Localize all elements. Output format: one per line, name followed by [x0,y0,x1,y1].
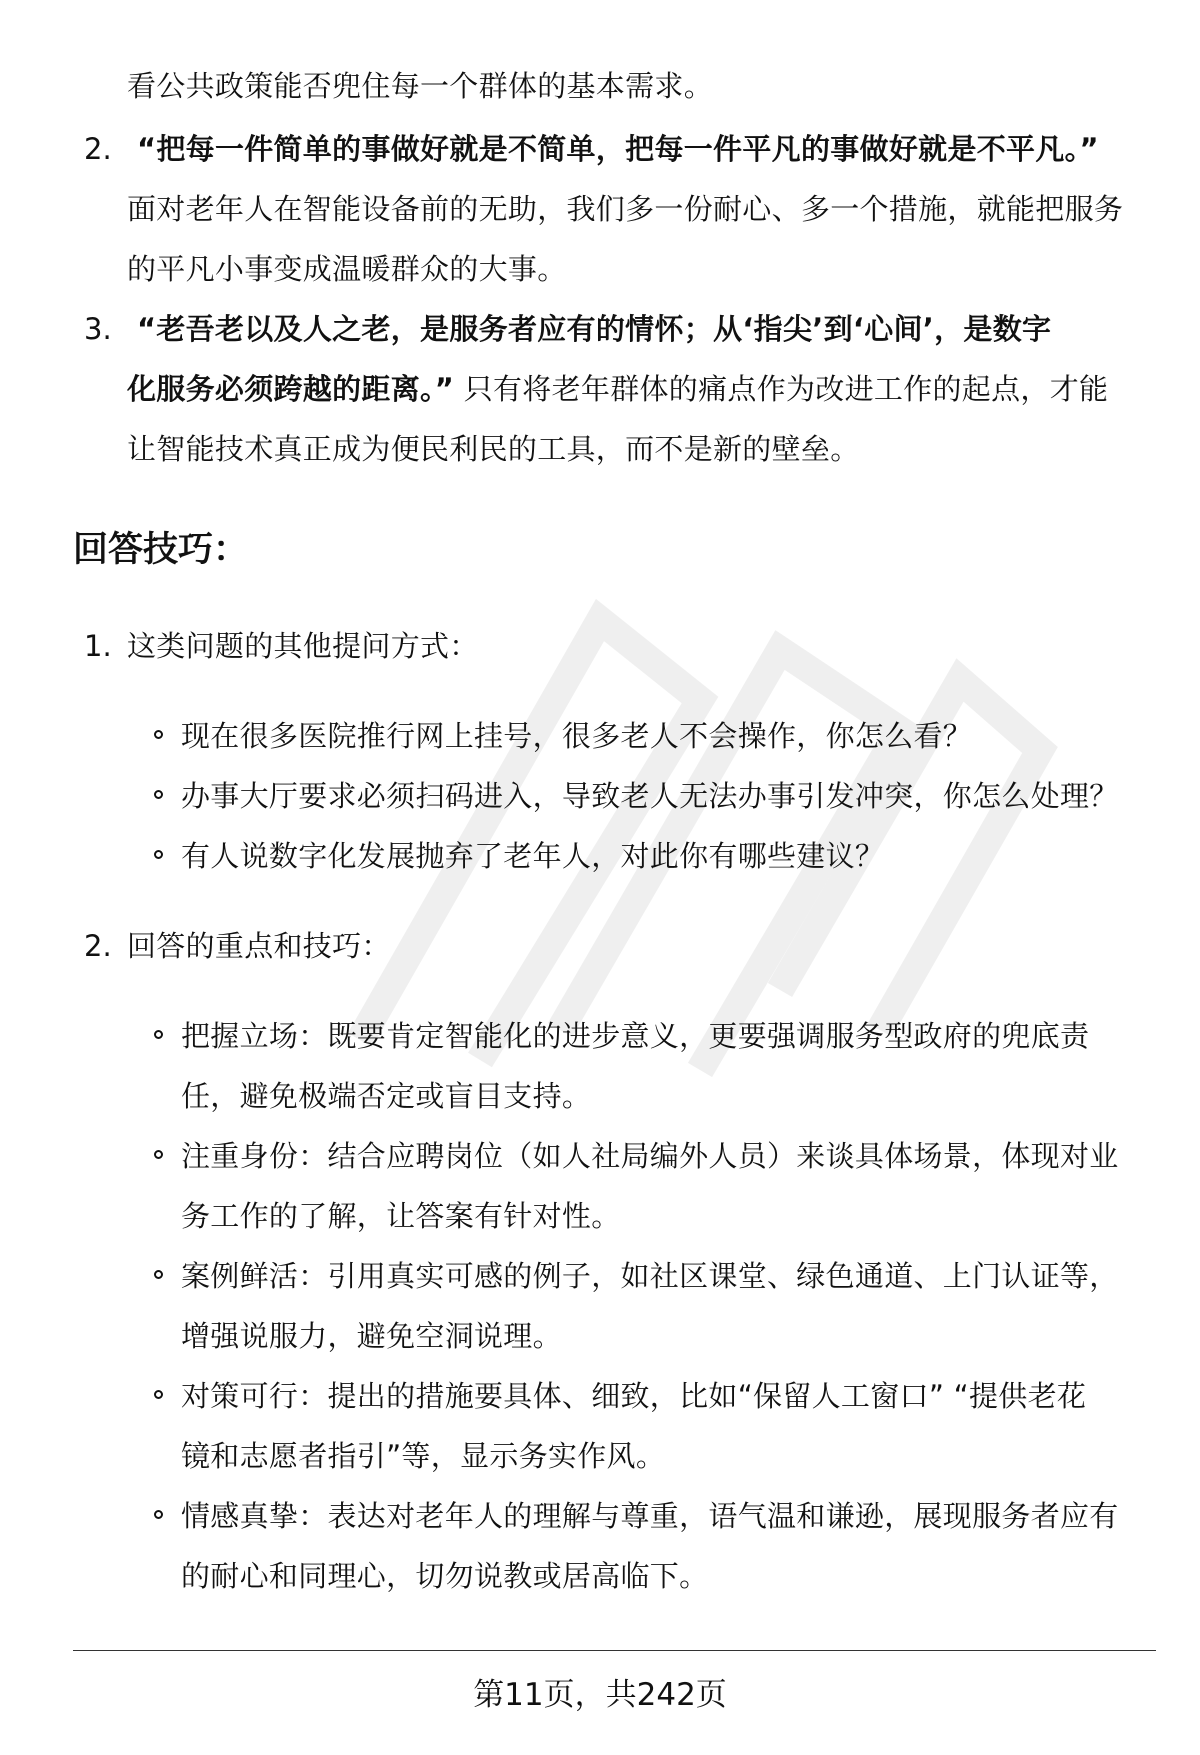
bullet-icon [154,730,163,739]
list-item-continuation: 增强说服力，避免空洞说理。 [181,1319,562,1353]
bullet-icon [154,850,163,859]
quote-line: 的平凡小事变成温暖群众的大事。 [127,252,567,286]
quote-mixed-line [127,369,1108,409]
list-item: 有人说数字化发展抛弃了老年人，对此你有哪些建议？ [181,839,885,873]
list-item: 注重身份：结合应聘岗位（如人社局编外人员）来谈具体场景，体现对业 [181,1139,1119,1173]
tip-number: 1. [84,629,112,663]
bullet-icon [154,1270,163,1279]
quote-bold-line: “老吾老以及人之老，是服务者应有的情怀；从‘指尖’到‘心间’，是数字 [137,312,1052,346]
list-item: 办事大厅要求必须扫码进入，导致老人无法办事引发冲突，你怎么处理？ [181,779,1119,813]
quote-number: 2. [84,132,112,166]
list-item: 对策可行：提出的措施要具体、细致，比如“保留人工窗口” “提供老花 [181,1379,1087,1413]
quote-number: 3. [84,312,112,346]
bullet-icon [154,1510,163,1519]
bullet-icon [154,1390,163,1399]
list-item: 案例鲜活：引用真实可感的例子，如社区课堂、绿色通道、上门认证等， [181,1259,1119,1293]
list-item: 情感真挚：表达对老年人的理解与尊重，语气温和谦逊，展现服务者应有 [181,1499,1119,1533]
tip-title: 这类问题的其他提问方式： [127,629,479,663]
quote-line-rest: 只有将老年群体的痛点作为改进工作的起点，才能 [454,372,1109,406]
list-item-continuation: 任，避免极端否定或盲目支持。 [181,1079,592,1113]
bullet-icon [154,1030,163,1039]
quote-line: 面对老年人在智能设备前的无助，我们多一份耐心、多一个措施，就能把服务 [127,192,1124,226]
tip-title: 回答的重点和技巧： [127,929,391,963]
list-item-continuation: 的耐心和同理心，切勿说教或居高临下。 [181,1559,709,1593]
quote-bold-tail: 化服务必须跨越的距离。” [127,372,455,406]
bullet-icon [154,1150,163,1159]
list-item: 现在很多医院推行网上挂号，很多老人不会操作，你怎么看？ [181,719,973,753]
quote-line: 让智能技术真正成为便民利民的工具，而不是新的壁垒。 [127,432,860,466]
continuation-text: 看公共政策能否兜住每一个群体的基本需求。 [127,69,714,103]
list-item-continuation: 镜和志愿者指引”等，显示务实作风。 [181,1439,666,1473]
footer-divider [73,1650,1156,1651]
section-title: 回答技巧： [73,530,249,570]
list-item: 把握立场：既要肯定智能化的进步意义，更要强调服务型政府的兜底责 [181,1019,1090,1053]
list-item-continuation: 务工作的了解，让答案有针对性。 [181,1199,621,1233]
quote-bold-line: “把每一件简单的事做好就是不简单，把每一件平凡的事做好就是不平凡。” [137,132,1099,166]
tip-number: 2. [84,929,112,963]
page-number: 第11页，共242页 [473,1677,727,1713]
bullet-icon [154,790,163,799]
